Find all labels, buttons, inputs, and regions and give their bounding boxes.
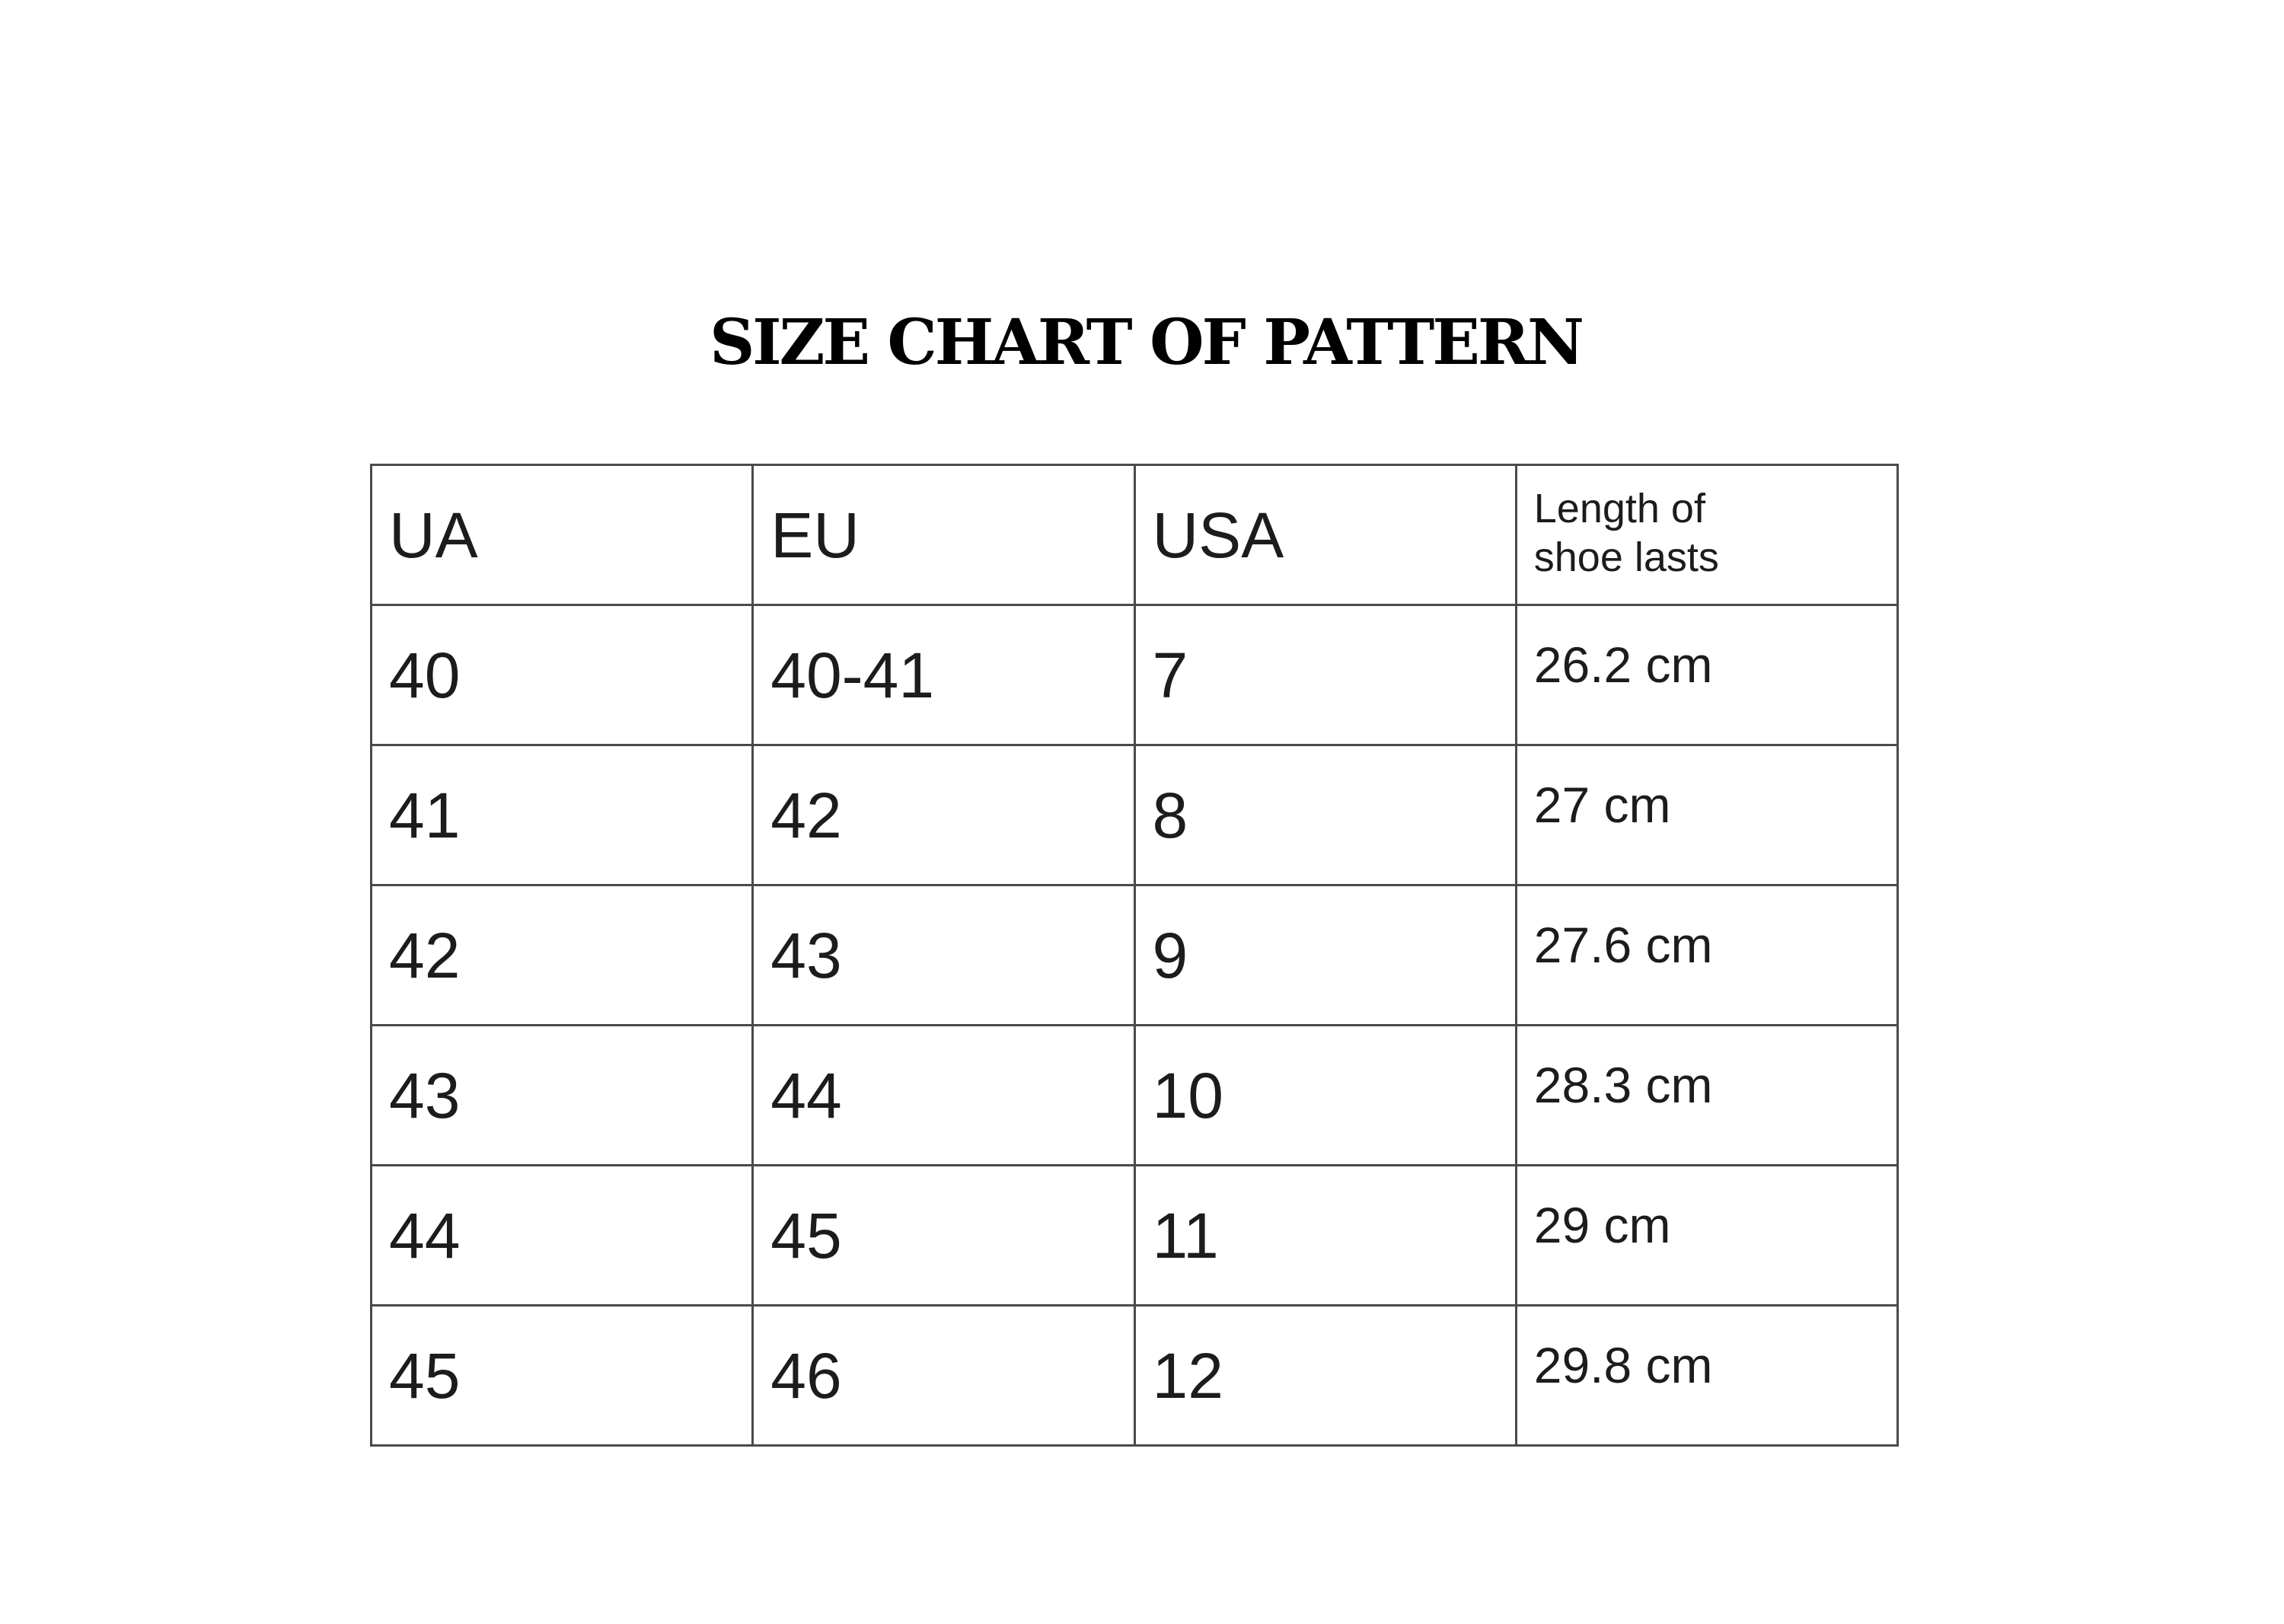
cell-eu: 42 [753,745,1134,885]
cell-ua: 40 [372,605,753,745]
table-row [372,1026,1898,1166]
cell-length: 28.3 cm [1516,1026,1897,1166]
cell-usa: 7 [1134,605,1516,745]
table-row [372,745,1898,885]
table-row [372,605,1898,745]
cell-eu: 43 [753,885,1134,1026]
cell-ua: 45 [372,1306,753,1446]
cell-usa: 9 [1134,885,1516,1026]
header-usa: USA [1134,465,1516,605]
cell-length: 26.2 cm [1516,605,1897,745]
header-length-line2: shoe lasts [1533,534,1719,580]
header-length-line1: Length of [1533,486,1705,531]
page-title: SIZE CHART OF PATTERN [710,306,1582,379]
cell-usa: 12 [1134,1306,1516,1446]
cell-ua: 41 [372,745,753,885]
table-row [372,885,1898,1026]
cell-eu: 45 [753,1166,1134,1306]
cell-usa: 8 [1134,745,1516,885]
size-chart-table [370,464,1899,1447]
header-length [1516,465,1897,605]
table-row [372,1306,1898,1446]
cell-length: 27 cm [1516,745,1897,885]
header-eu: EU [753,465,1134,605]
cell-length: 27.6 cm [1516,885,1897,1026]
cell-eu: 46 [753,1306,1134,1446]
cell-eu: 40-41 [753,605,1134,745]
table-row [372,1166,1898,1306]
cell-ua: 43 [372,1026,753,1166]
table-header-row [372,465,1898,605]
cell-ua: 42 [372,885,753,1026]
cell-usa: 10 [1134,1026,1516,1166]
header-ua: UA [372,465,753,605]
cell-eu: 44 [753,1026,1134,1166]
cell-ua: 44 [372,1166,753,1306]
cell-length: 29 cm [1516,1166,1897,1306]
cell-usa: 11 [1134,1166,1516,1306]
cell-length: 29.8 cm [1516,1306,1897,1446]
